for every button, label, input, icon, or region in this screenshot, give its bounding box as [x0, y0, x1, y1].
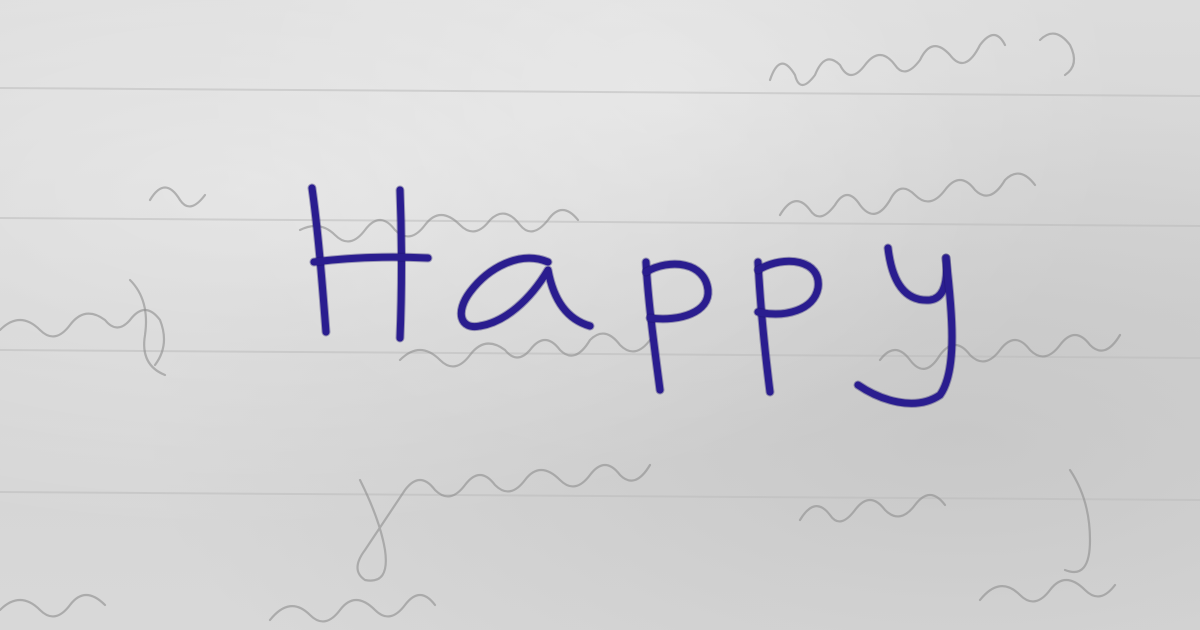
show-through-scribble	[1065, 470, 1090, 572]
show-through-scribble	[880, 335, 1120, 369]
show-through-scribble	[780, 174, 1035, 217]
letter-y	[858, 248, 952, 403]
show-through-scribble	[358, 465, 651, 581]
letter-a	[461, 258, 590, 326]
show-through-scribble	[150, 188, 205, 207]
show-through-scribble	[770, 35, 1005, 85]
letter-p1	[646, 262, 708, 390]
show-through-scribble	[1040, 34, 1074, 75]
ruled-line	[0, 88, 1200, 96]
ruled-lines	[0, 88, 1200, 500]
ruled-line	[0, 492, 1200, 500]
show-through-scribble	[0, 310, 164, 365]
show-through-scribble	[300, 210, 578, 241]
show-through-scribble	[980, 580, 1115, 601]
show-through-scribble	[270, 595, 435, 621]
show-through-scribble	[400, 334, 650, 367]
letter-p2	[758, 261, 818, 392]
show-through-scribble	[0, 595, 105, 616]
letter-h	[312, 188, 428, 338]
show-through-scribble	[130, 280, 165, 375]
ruled-line	[0, 218, 1200, 226]
ruled-line	[0, 350, 1200, 358]
